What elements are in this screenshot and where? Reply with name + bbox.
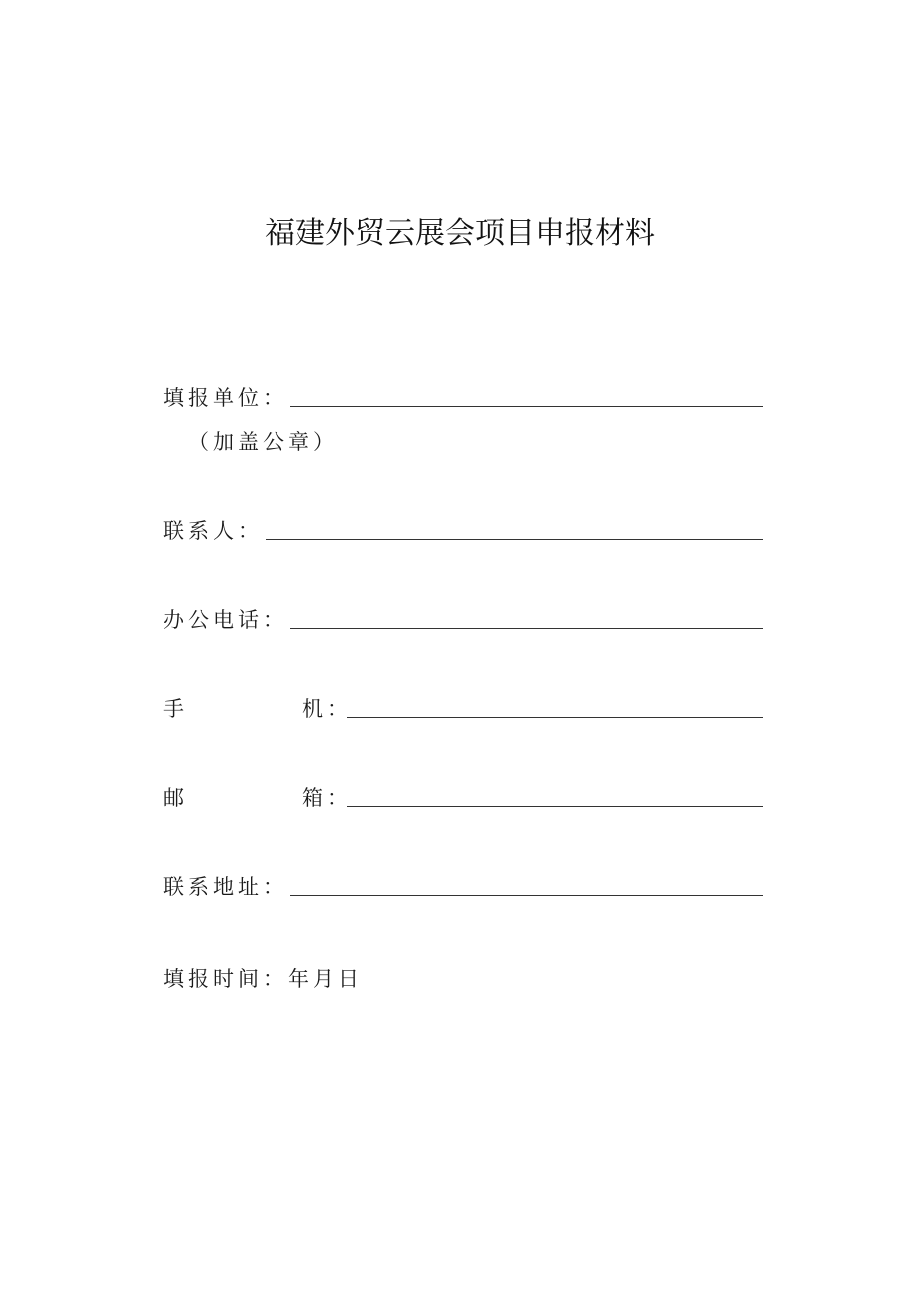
email-label-right: 箱： [302, 786, 352, 810]
office-phone-label: 办公电话： [163, 608, 288, 632]
address-label: 联系地址： [163, 875, 288, 899]
office-phone-input-line[interactable] [290, 628, 763, 629]
email-label-left: 邮 [163, 786, 188, 810]
mobile-input-line[interactable] [347, 717, 763, 718]
contact-input-line[interactable] [266, 539, 763, 540]
mobile-label-left: 手 [163, 697, 188, 721]
document-title: 福建外贸云展会项目申报材料 [265, 216, 655, 251]
unit-label: 填报单位： [163, 386, 288, 410]
stamp-note: （加盖公章） [188, 430, 338, 454]
date-label: 填报时间：年月日 [163, 967, 363, 991]
email-input-line[interactable] [347, 806, 763, 807]
contact-label: 联系人： [163, 519, 263, 543]
address-input-line[interactable] [290, 895, 763, 896]
unit-input-line[interactable] [290, 406, 763, 407]
mobile-label-right: 机： [302, 697, 352, 721]
